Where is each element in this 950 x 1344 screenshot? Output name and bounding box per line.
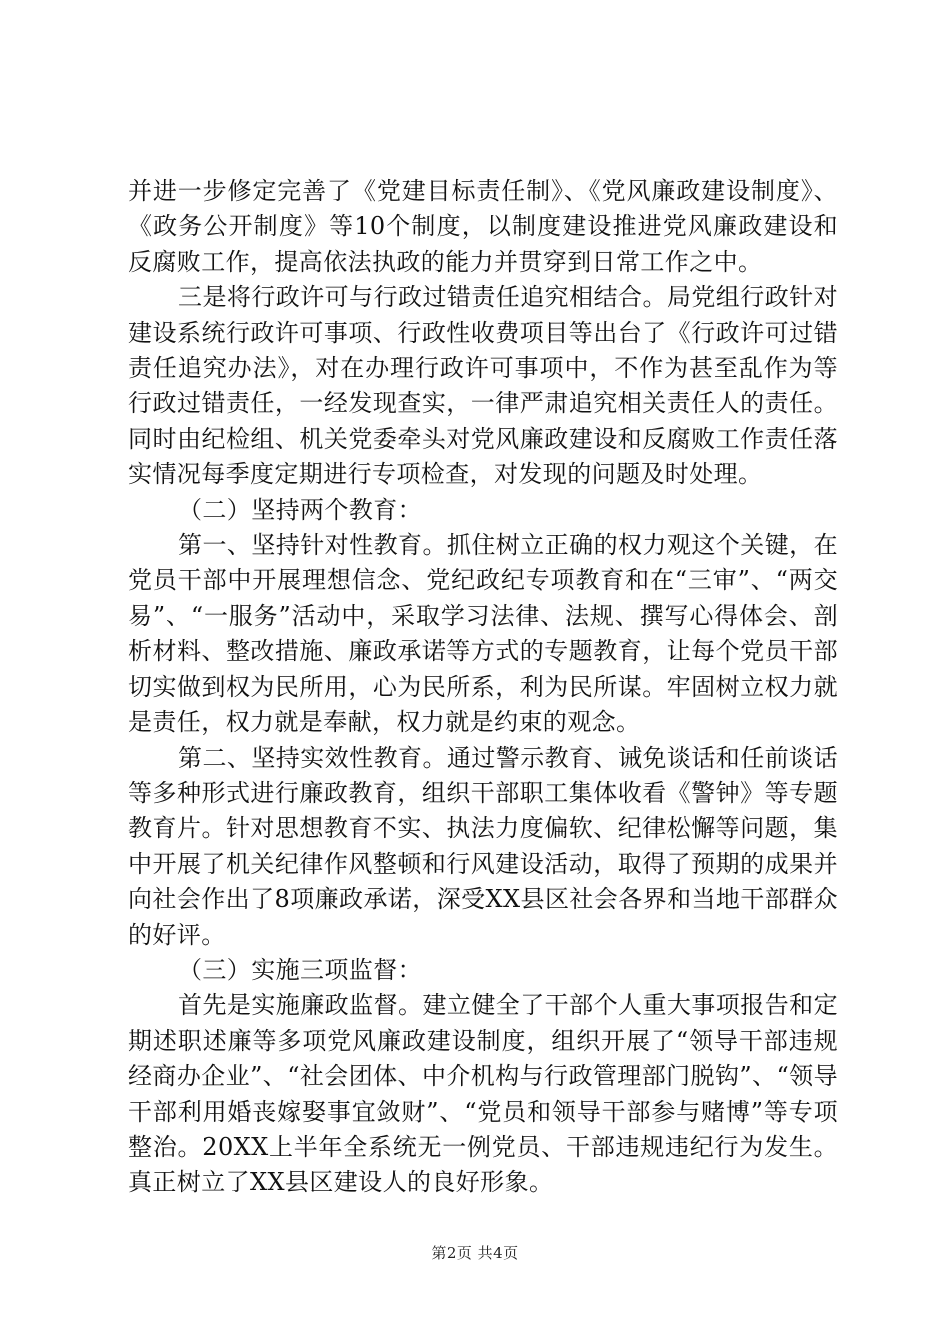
page-footer: 第2页 共4页 bbox=[431, 1244, 519, 1262]
paragraph-item-three: 三是将行政许可与行政过错责任追究相结合。局党组行政针对建设系统行政许可事项、行政性收费项目等出台了《行政许可过错责任追究办法》，对在办理行政许可事项中，不作为甚至乱作为等行政过错责任，一经发现查实，一律严肃追究相关责任人的责任。同时由纪检组、机关党委牵头对党风廉政建设和反腐败工作责任落实情况每季度定期进行专项检查，对发现的问题及时处理。 bbox=[128, 283, 838, 489]
document-body bbox=[128, 174, 838, 1201]
paragraph-integrity-supervision: 首先是实施廉政监督。建立健全了干部个人重大事项报告和定期述职述廉等多项党风廉政建设制度，组织开展了“领导干部违规经商办企业”、“社会团体、中介机构与行政管理部门脱钩”、“领导干部利用婚丧嫁娶事宜敛财”、“党员和领导干部参与赌博”等专项整治。20XX上半年全系统无一例党员、干部违规违纪行为发生。真正树立了XX县区建设人的良好形象。 bbox=[128, 991, 838, 1197]
paragraph-second-education: 第二、坚持实效性教育。通过警示教育、诫免谈话和任前谈话等多种形式进行廉政教育，组织干部职工集体收看《警钟》等专题教育片。针对思想教育不实、执法力度偏软、纪律松懈等问题，集中开展了机关纪律作风整顿和行风建设活动，取得了预期的成果并向社会作出了8项廉政承诺，深受XX县区社会各界和当地干部群众的好评。 bbox=[128, 743, 838, 949]
section-heading-three: （三）实施三项监督： bbox=[178, 955, 422, 984]
section-heading-two: （二）坚持两个教育： bbox=[178, 495, 422, 524]
paragraph-continuation: 并进一步修定完善了《党建目标责任制》、《党风廉政建设制度》、《政务公开制度》等10个制度，以制度建设推进党风廉政建设和反腐败工作，提高依法执政的能力并贯穿到日常工作之中。 bbox=[128, 177, 838, 276]
paragraph-first-education: 第一、坚持针对性教育。抓住树立正确的权力观这个关键，在党员干部中开展理想信念、党纪政纪专项教育和在“三审”、“两交易”、“一服务”活动中，采取学习法律、法规、撰写心得体会、剖析材料、整改措施、廉政承诺等方式的专题教育，让每个党员干部切实做到权为民所用，心为民所系，利为民所谋。牢固树立权力就是责任，权力就是奉献，权力就是约束的观念。 bbox=[128, 531, 838, 737]
